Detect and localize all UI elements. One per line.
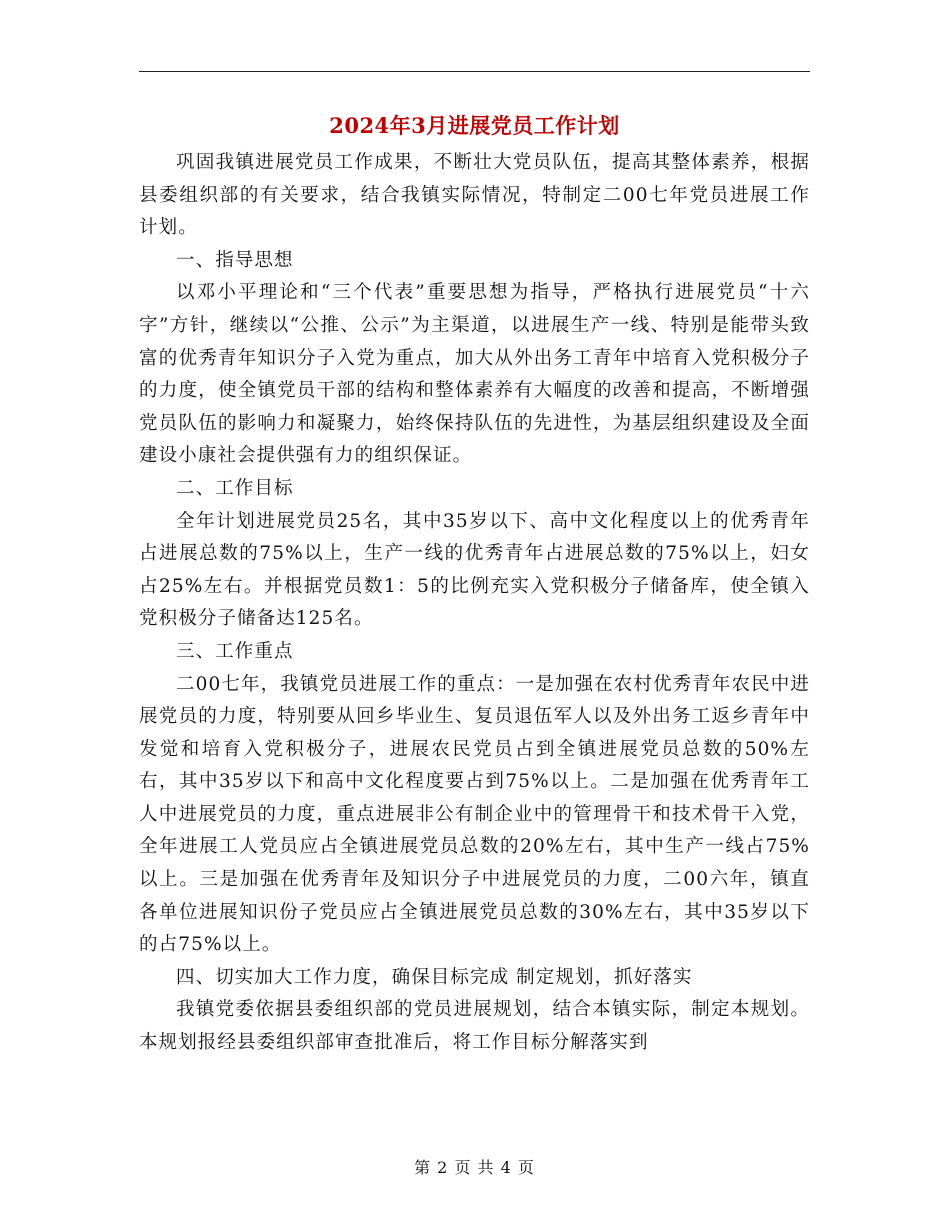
paragraph-planning: 我镇党委依据县委组织部的党员进展规划，结合本镇实际，制定本规划。本规划报经县委组织部审查批准后，将工作目标分解落实到 <box>139 999 810 1054</box>
section-heading-work-goals: 二、工作目标 <box>176 477 294 499</box>
page-footer: 第 2 页 共 4 页 <box>414 1158 535 1177</box>
paragraph-work-goals: 全年计划进展党员25名，其中35岁以下、高中文化程度以上的优秀青年占进展总数的75%以上，生产一线的优秀青年占进展总数的75%以上，妇女占25%左右。并根据党员数1：5的比例充实入党积极分子储备库，使全镇入党积极分子储备达125名。 <box>139 510 810 630</box>
section-heading-guiding-thought: 一、指导思想 <box>176 249 294 271</box>
section-heading-strengthen-effort: 四、切实加大工作力度，确保目标完成 制定规划，抓好落实 <box>176 966 693 988</box>
document-body <box>139 147 810 1060</box>
header-rule <box>139 71 810 72</box>
document-title: 2024年3月进展党员工作计划 <box>329 113 620 138</box>
paragraph-intro: 巩固我镇进展党员工作成果，不断壮大党员队伍，提高其整体素养，根据县委组织部的有关要求，结合我镇实际情况，特制定二00七年党员进展工作计划。 <box>139 152 810 239</box>
section-heading-work-focus: 三、工作重点 <box>176 640 294 662</box>
paragraph-work-focus: 二00七年，我镇党员进展工作的重点：一是加强在农村优秀青年农民中进展党员的力度，特别要从回乡毕业生、复员退伍军人以及外出务工返乡青年中发觉和培育入党积极分子，进展农民党员占到全镇进展党员总数的50%左右，其中35岁以下和高中文化程度要占到75%以上。二是加强在优秀青年工人中进展党员的力度，重点进展非公有制企业中的管理骨干和技术骨干入党，全年进展工人党员应占全镇进展党员总数的20%左右，其中生产一线占75%以上。三是加强在优秀青年及知识分子中进展党员的力度，二00六年，镇直各单位进展知识份子党员应占全镇进展党员总数的30%左右，其中35岁以下的占75%以上。 <box>139 673 810 956</box>
paragraph-guiding-thought: 以邓小平理论和“三个代表”重要思想为指导，严格执行进展党员“十六字”方针，继续以“公推、公示”为主渠道，以进展生产一线、特别是能带头致富的优秀青年知识分子入党为重点，加大从外出务工青年中培育入党积极分子的力度，使全镇党员干部的结构和整体素养有大幅度的改善和提高，不断增强党员队伍的影响力和凝聚力，始终保持队伍的先进性，为基层组织建设及全面建设小康社会提供强有力的组织保证。 <box>139 282 810 467</box>
